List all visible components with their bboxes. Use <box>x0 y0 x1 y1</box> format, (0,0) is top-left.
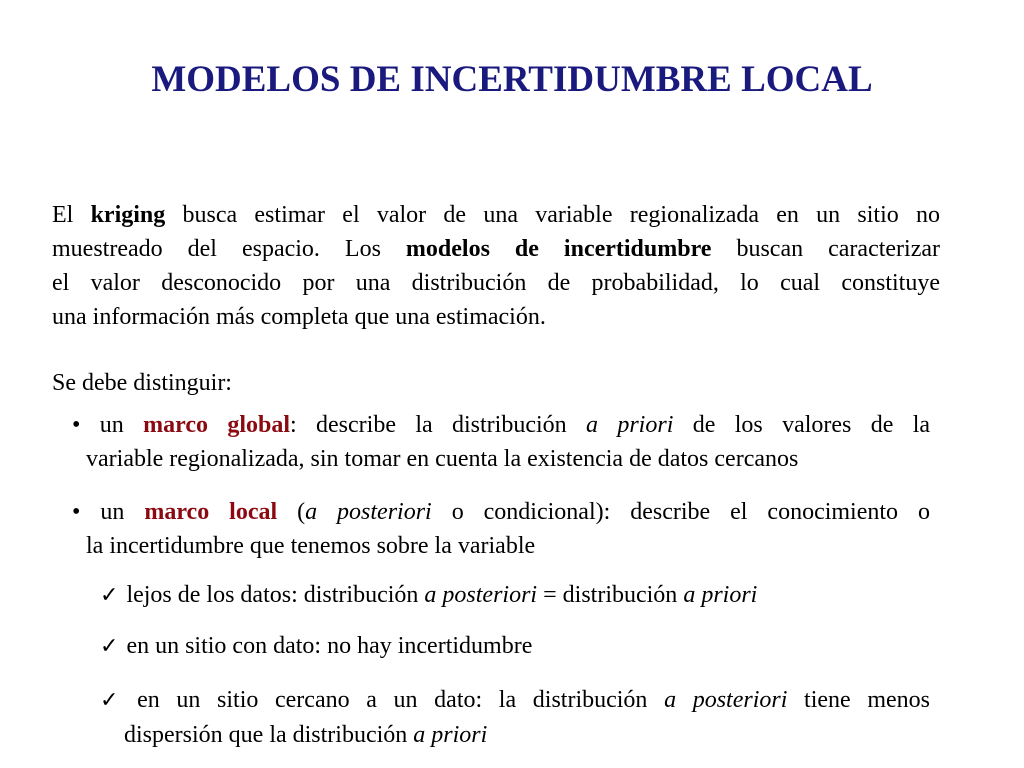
bullet-text: un <box>80 412 144 438</box>
intro-text: muestreado del espacio. Los <box>52 236 406 262</box>
check-1-line <box>100 578 930 613</box>
intro-text: busca estimar el valor de una variable regionalizada en un sitio no <box>165 202 940 228</box>
check-text: dispersión que la distribución <box>124 722 414 748</box>
intro-line-3: el valor desconocido por una distribución de probabilidad, lo cual constituye <box>52 270 940 296</box>
bullet-dot-icon: • <box>72 499 81 525</box>
intro-line-1 <box>52 198 940 232</box>
check-3-line-2 <box>100 718 930 752</box>
check-text: en un sitio con dato: no hay incertidumbre <box>126 633 533 659</box>
bullet-text: un <box>80 499 145 525</box>
check-item-at-data <box>100 629 930 664</box>
bullet-dot-icon: • <box>72 412 81 438</box>
check-item-far-from-data <box>100 578 930 613</box>
intro-line-4: una información más completa que una estimación. <box>52 304 546 330</box>
bullet-text: ( <box>277 499 306 525</box>
intro-line-2 <box>52 232 940 266</box>
checkmark-icon: ✓ <box>100 688 130 713</box>
checkmark-icon: ✓ <box>100 583 119 608</box>
bullet-text: : describe la distribución <box>290 412 586 438</box>
uncertainty-models-term: modelos de incertidumbre <box>405 236 712 262</box>
intro-paragraph <box>52 198 940 334</box>
checkmark-icon: ✓ <box>100 634 119 659</box>
a-posteriori-term: a posteriori <box>664 687 788 713</box>
a-priori-term: a priori <box>413 722 488 748</box>
slide-title: MODELOS DE INCERTIDUMBRE LOCAL <box>151 59 873 100</box>
bullet-global-line-2: variable regionalizada, sin tomar en cuenta la existencia de datos cercanos <box>86 446 799 472</box>
kriging-term: kriging <box>90 202 166 228</box>
intro-text: El <box>52 202 91 228</box>
check-text: tiene menos <box>787 687 930 713</box>
bullet-global-frame <box>72 408 930 476</box>
bullet-local-line-2: la incertidumbre que tenemos sobre la variable <box>86 533 536 559</box>
bullet-text: o condicional): describe el conocimiento o <box>431 499 930 525</box>
distinguish-heading: Se debe distinguir: <box>52 370 232 396</box>
bullet-text: de los valores de la <box>673 412 931 438</box>
check-2-line <box>100 629 930 664</box>
bullet-local-frame <box>72 495 930 563</box>
a-priori-term: a priori <box>586 412 674 438</box>
global-frame-term: marco global <box>143 412 291 438</box>
intro-text: buscan caracterizar <box>711 236 940 262</box>
local-frame-term: marco local <box>144 499 278 525</box>
a-posteriori-term: a posteriori <box>424 582 538 608</box>
bullet-global-line-1 <box>72 408 930 442</box>
check-text: = distribución <box>537 582 684 608</box>
bullet-local-line-1 <box>72 495 930 529</box>
check-item-near-data <box>100 683 930 752</box>
check-text: en un sitio cercano a un dato: la distribución <box>137 687 665 713</box>
a-posteriori-term: a posteriori <box>305 499 432 525</box>
check-3-line-1 <box>100 683 930 718</box>
check-text: lejos de los datos: distribución <box>126 582 425 608</box>
a-priori-term: a priori <box>683 582 758 608</box>
